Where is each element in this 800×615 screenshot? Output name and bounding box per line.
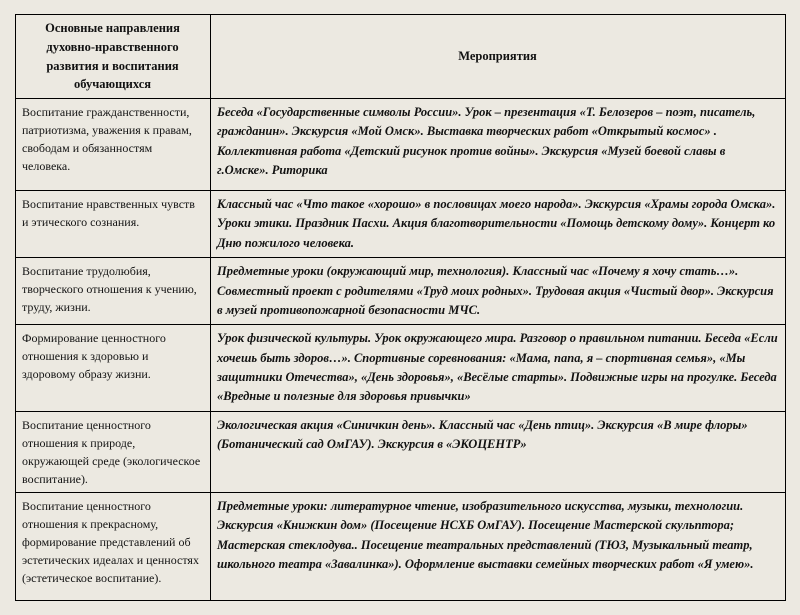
header-activities: Мероприятия [211,15,786,99]
direction-cell: Воспитание трудолюбия, творческого отношения к учению, труду, жизни. [16,258,211,325]
header-directions: Основные направления духовно-нравственного развития и воспитания обучающихся [16,15,211,99]
table-row [16,99,786,191]
table-row [16,191,786,258]
table-row [16,492,786,600]
table-header-row [16,15,786,99]
direction-cell: Воспитание нравственных чувств и этического сознания. [16,191,211,258]
direction-cell: Воспитание ценностного отношения к природе, окружающей среде (экологическое воспитание). [16,411,211,492]
table-row [16,325,786,412]
table-row [16,411,786,492]
activities-cell: Предметные уроки (окружающий мир, технология). Классный час «Почему я хочу стать…». Совместный проект с родителями «Труд моих родных». Трудовая акция «Чистый двор». Экскурсия в музей противопожарной безопасности МЧС. [211,258,786,325]
activities-cell: Беседа «Государственные символы России». Урок – презентация «Т. Белозеров – поэт, писатель, гражданин». Экскурсия «Мой Омск». Выставка творческих работ «Открытый космос» . Коллективная работа «Детский рисунок против войны». Экскурсия «Музей боевой славы в г.Омске». Риторика [211,99,786,191]
activities-cell: Предметные уроки: литературное чтение, изобразительного искусства, музыки, технологии. Экскурсия «Книжкин дом» (Посещение НСХБ ОмГАУ). Посещение Мастерской скульптора; Мастерская стеклодува.. Посещение театральных представлений (ТЮЗ, Музыкальный театр, школьного театра «Завалинка»). Оформление выставки семейных творческих работ «Я умею». [211,492,786,600]
activities-cell: Урок физической культуры. Урок окружающего мира. Разговор о правильном питании. Беседа «Если хочешь быть здоров…». Спортивные соревнования: «Мама, папа, я – спортивная семья», «Мы защитники Отечества», «День здоровья», «Весёлые старты». Подвижные игры на прогулке. Беседа «Вредные и полезные для здоровья привычки» [211,325,786,412]
direction-cell: Воспитание гражданственности, патриотизма, уважения к правам, свободам и обязанностям человека. [16,99,211,191]
directions-activities-table [15,14,786,601]
direction-cell: Формирование ценностного отношения к здоровью и здоровому образу жизни. [16,325,211,412]
activities-cell: Экологическая акция «Синичкин день». Классный час «День птиц». Экскурсия «В мире флоры» (Ботанический сад ОмГАУ). Экскурсия в «ЭКОЦЕНТР» [211,411,786,492]
direction-cell: Воспитание ценностного отношения к прекрасному, формирование представлений об эстетических идеалах и ценностях (эстетическое воспитание). [16,492,211,600]
activities-cell: Классный час «Что такое «хорошо» в пословицах моего народа». Экскурсия «Храмы города Омска». Уроки этики. Праздник Пасхи. Акция благотворительности «Помощь детскому дому». Концерт ко Дню пожилого человека. [211,191,786,258]
table-row [16,258,786,325]
